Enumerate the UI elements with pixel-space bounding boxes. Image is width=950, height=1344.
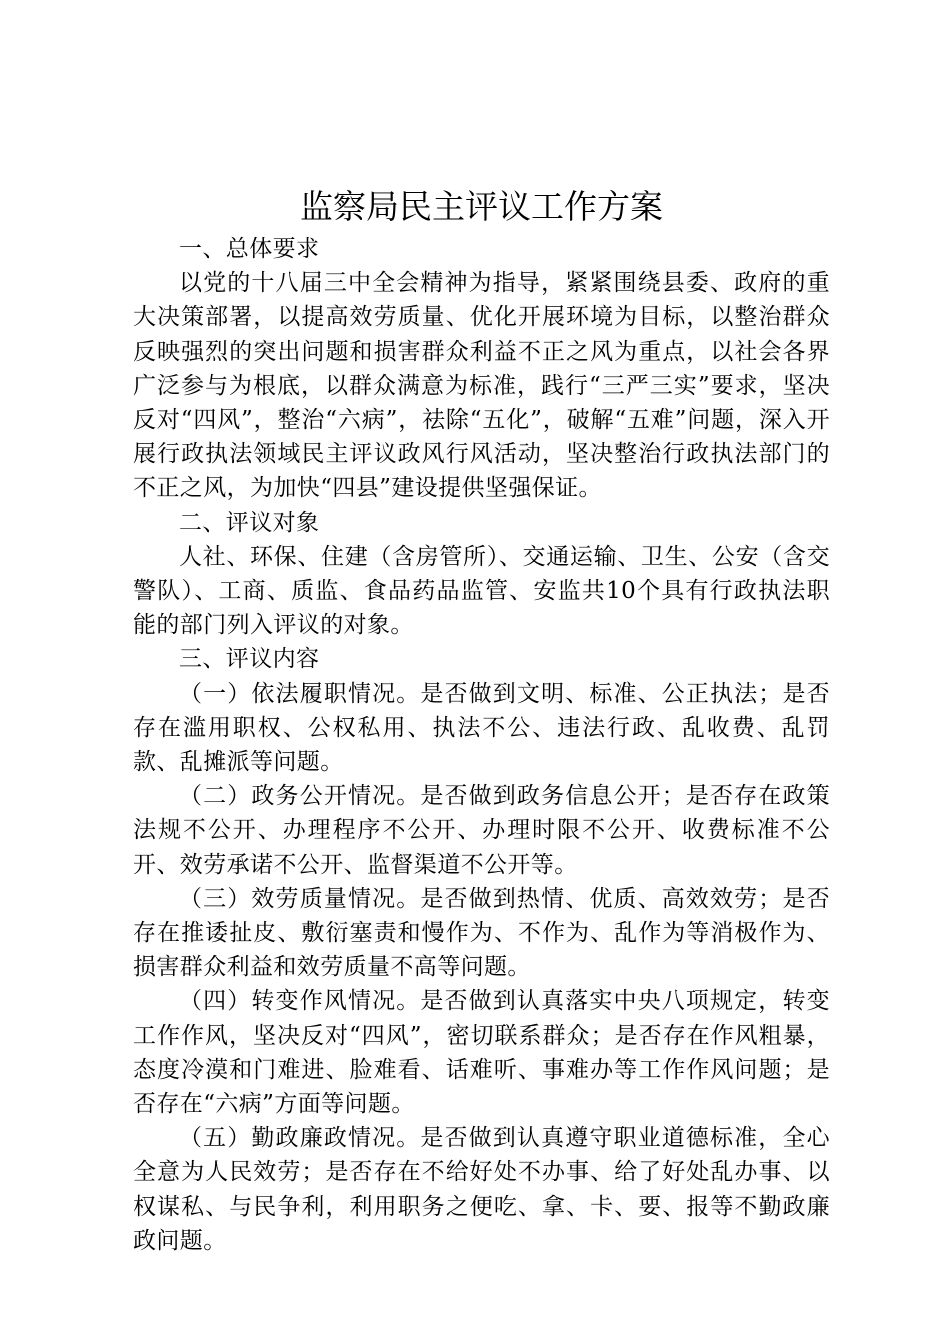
paragraph-work-style: （四）转变作风情况。是否做到认真落实中央八项规定，转变工作作风，坚决反对“四风”，密切联系群众；是否存在作风粗暴，态度冷漠和门难进、脸难看、话难听、事难办等工作作风问题；是否存在“六病”方面等问题。 — [133, 988, 830, 1118]
document-title: 监察局民主评议工作方案 — [300, 187, 663, 226]
paragraph-lawful-duties: （一）依法履职情况。是否做到文明、标准、公正执法；是否存在滥用职权、公权私用、执法不公、违法行政、乱收费、乱罚款、乱摊派等问题。 — [133, 680, 830, 776]
paragraph-general-requirements: 以党的十八届三中全会精神为指导，紧紧围绕县委、政府的重大决策部署，以提高效劳质量、优化开展环境为目标，以整治群众反映强烈的突出问题和损害群众利益不正之风为重点，以社会各界广泛参与为根底，以群众满意为标准，践行“三严三实”要求，坚决反对“四风”，整治“六病”，祛除“五化”，破解“五难”问题，深入开展行政执法领域民主评议政风行风活动，坚决整治行政执法部门的不正之风，为加快“四县”建设提供坚强保证。 — [133, 270, 830, 502]
section-heading-evaluation-content: 三、评议内容 — [179, 646, 320, 673]
paragraph-service-quality: （三）效劳质量情况。是否做到热情、优质、高效效劳；是否存在推诿扯皮、敷衍塞责和慢作为、不作为、乱作为等消极作为、损害群众利益和效劳质量不高等问题。 — [133, 885, 830, 981]
section-heading-evaluation-targets: 二、评议对象 — [179, 509, 320, 536]
document-page — [133, 182, 830, 1258]
section-heading-general-requirements: 一、总体要求 — [179, 236, 320, 262]
paragraph-evaluation-targets: 人社、环保、住建（含房管所）、交通运输、卫生、公安（含交警队）、工商、质监、食品药品监管、安监共10个具有行政执法职能的部门列入评议的对象。 — [133, 543, 830, 639]
paragraph-diligence-integrity: （五）勤政廉政情况。是否做到认真遵守职业道德标准，全心全意为人民效劳；是否存在不给好处不办事、给了好处乱办事、以权谋私、与民争利，利用职务之便吃、拿、卡、要、报等不勤政廉政问题。 — [133, 1125, 830, 1254]
paragraph-government-transparency: （二）政务公开情况。是否做到政务信息公开；是否存在政策法规不公开、办理程序不公开、办理时限不公开、收费标准不公开、效劳承诺不公开、监督渠道不公开等。 — [133, 783, 830, 878]
